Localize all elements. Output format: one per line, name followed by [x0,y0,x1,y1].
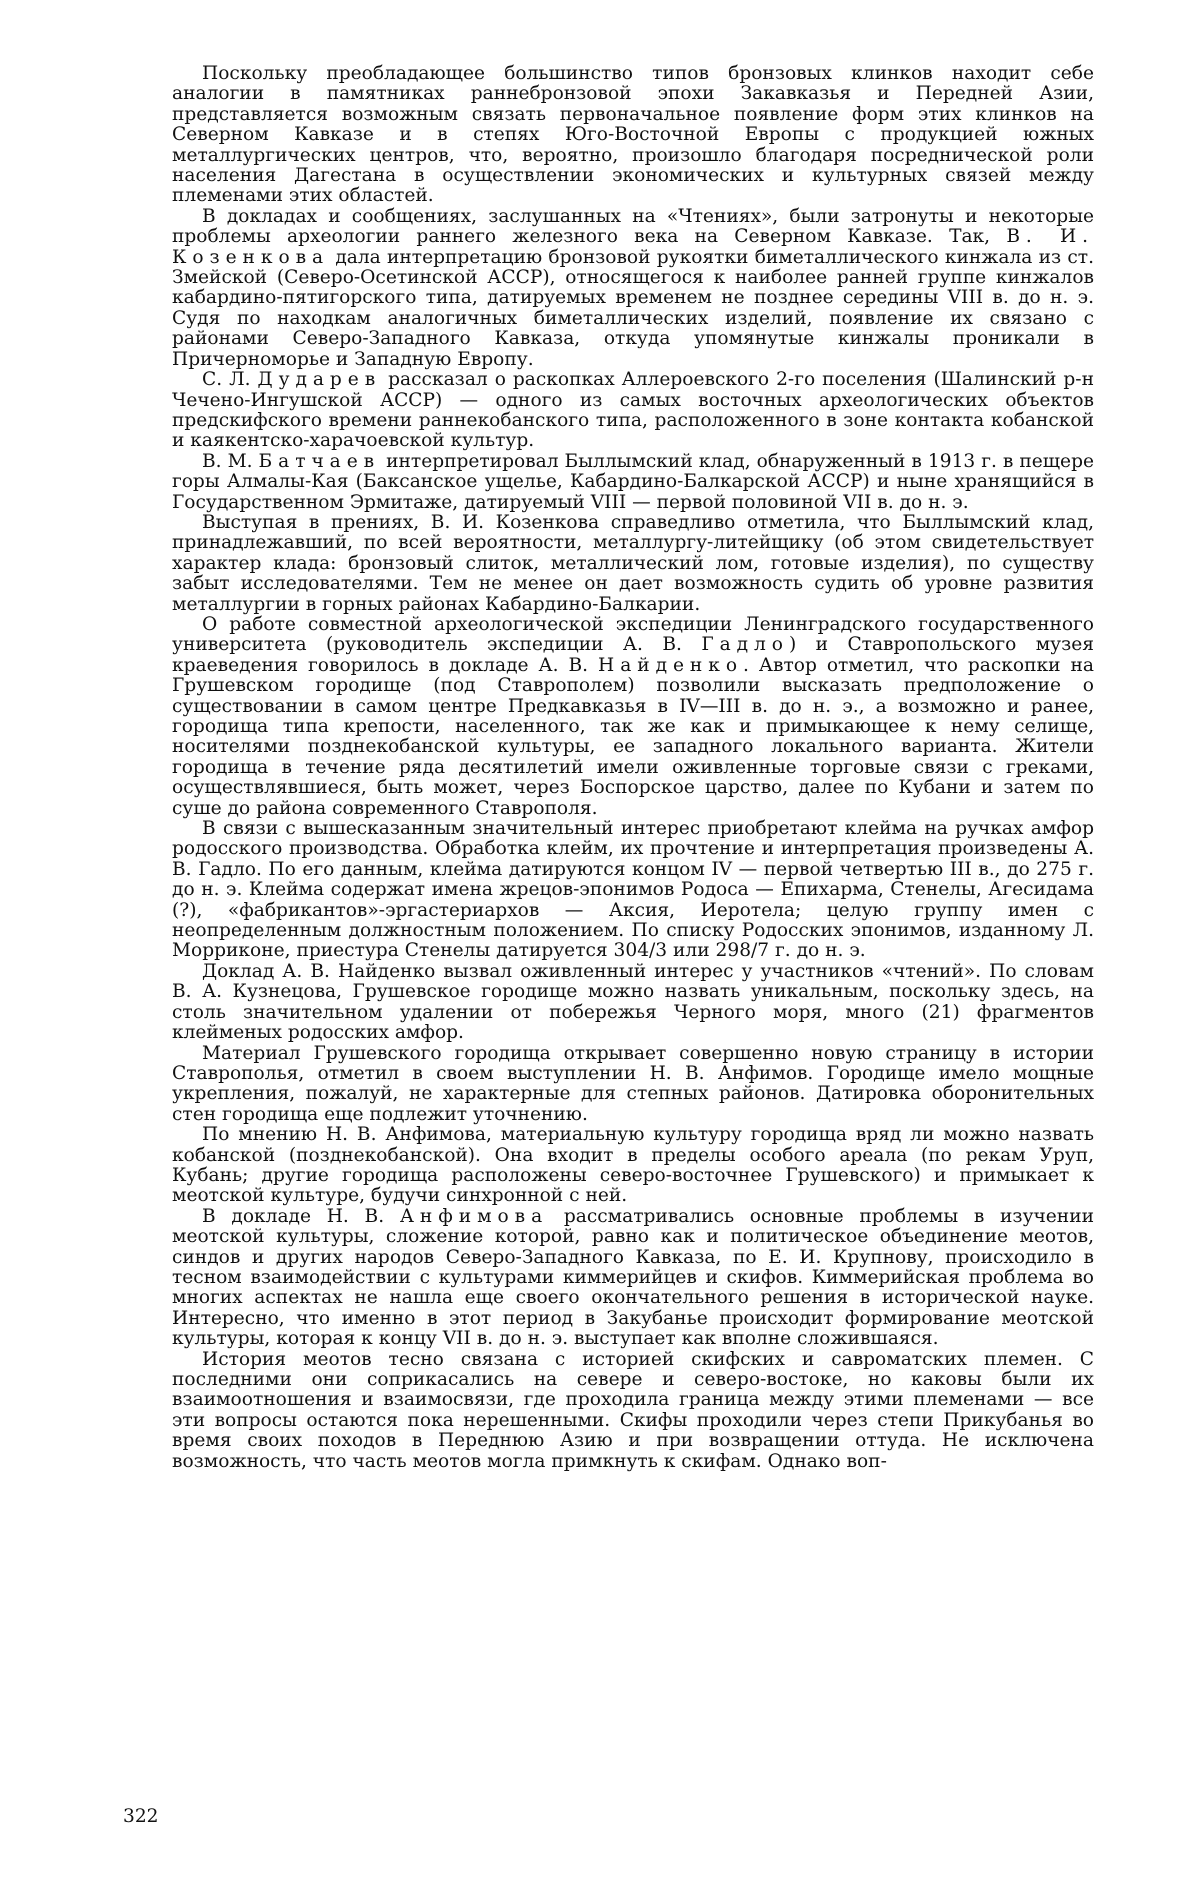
paragraph: Поскольку преобладающее большинство типов бронзовых клинков находит себе аналогии в памятниках раннебронзовой эпохи Закавказья и Передней Азии, представляется возможным связать первоначальное появление форм этих клинков на Северном Кавказе и в степях Юго-Восточной Европы с продукцией южных металлургических центров, что, вероятно, произошло благодаря посреднической роли населения Дагестана в осуществлении экономических и культурных связей между племенами этих областей. [172,63,1094,207]
paragraph: В. М. Батчаев интерпретировал Быллымский клад, обнаруженный в 1913 г. в пещере горы Алмалы-Кая (Баксанское ущелье, Кабардино-Балкарской АССР) и ныне хранящийся в Государственном Эрмитаже, датируемый VIII — первой половиной VII в. до н. э. [172,450,1094,513]
spaced-name: Гадло [701,634,789,656]
spaced-name: Анфимова [399,1205,549,1227]
paragraph: В докладе Н. В. Анфимова рассматривались основные проблемы в изучении меотской культуры, сложение которой, равно как и политическое объединение меотов, синдов и других народов Северо-Западного Кавказа, по Е. И. Крупнову, происходило в тесном взаимодействии с культурами киммерийцев и скифов. Киммерийская проблема во многих аспектах не нашла еще своего окончательного решения в исторической науке. Интересно, что именно в этот период в Закубанье происходит формирование меотской культуры, которая к концу VII в. до н. э. выступает как вполне сложившаяся. [172,1205,1094,1350]
spaced-name: Батчаев [258,450,381,472]
paragraph: Доклад А. В. Найденко вызвал оживленный интерес у участников «чтений». По словам В. А. Кузнецова, Грушевское городище можно назвать уникальным, поскольку здесь, на столь значительном удалении от побережья Черного моря, много (21) фрагментов клейменых родосских амфор. [172,960,1094,1044]
spaced-name: Дударев [257,369,382,391]
paragraph: По мнению Н. В. Анфимова, материальную культуру городища вряд ли можно назвать кобанской (позднекобанской). Она входит в пределы особого ареала (по рекам Уруп, Кубань; другие городища расположены северо-восточнее Грушевского) и примыкает к меотской культуре, будучи синхронной с ней. [172,1124,1094,1207]
paragraph: Выступая в прениях, В. И. Козенкова справедливо отметила, что Быллымский клад, принадлежавший, по всей вероятности, металлургу-литейщику (об этом свидетельствует характер клада: бронзовый слиток, металлический лом, готовые изделия), по существу забыт исследователями. Тем не менее он дает возможность судить об уровне развития металлургии в горных районах Кабардино-Балкарии. [172,511,1094,615]
paragraph: О работе совместной археологической экспедиции Ленинградского государственного университета (руководитель экспедиции А. В. Гадло) и Ставропольского музея краеведения говорилось в докладе А. В. Найденко. Автор отметил, что раскопки на Грушевском городище (под Ставрополем) позволили высказать предположение о существовании в самом центре Предкавказья в IV—III в. до н. э., а возможно и ранее, городища типа крепости, населенного, так же как и примыкающее к нему селище, носителями позднекобанской культуры, ее западного локального варианта. Жители городища в течение ряда десятилетий имели оживленные торговые связи с греками, осуществлявшиеся, быть может, через Боспорское царство, далее по Кубани и затем по суше до района современного Ставрополя. [172,613,1094,819]
page-body [172,64,1094,1472]
paragraph: В связи с вышесказанным значительный интерес приобретают клейма на ручках амфор родосского производства. Обработка клейм, их прочтение и интерпретация произведены А. В. Гадло. По его данным, клейма датируются концом IV — первой четвертью III в., до 275 г. до н. э. Клейма содержат имена жрецов-эпонимов Родоса — Епихарма, Стенелы, Агесидама (?), «фабрикантов»-эргастериархов — Аксия, Иеротела; целую группу имен с неопределенным должностным положением. По списку Родосских эпонимов, изданному Л. Морриконе, приестура Стенелы датируется 304/3 или 298/7 г. до н. э. [172,818,1094,962]
paragraph: История меотов тесно связана с историей скифских и савроматских племен. С последними они соприкасались на севере и северо-востоке, но каковы были их взаимоотношения и взаимосвязи, где проходила граница между этими племенами — все эти вопросы остаются пока нерешенными. Скифы проходили через степи Прикубанья во время своих походов в Переднюю Азию и при возвращении оттуда. Не исключена возможность, что часть меотов могла примкнуть к скифам. Однако воп- [172,1348,1094,1472]
paragraph: С. Л. Дударев рассказал о раскопках Аллероевского 2-го поселения (Шалинский р-н Чечено-Ингушской АССР) — одного из самых восточных археологических объектов предскифского времени раннекобанского типа, расположенного в зоне контакта кобанской и каякентско-харачоевской культур. [172,369,1094,452]
page-number: 322 [123,1806,159,1827]
paragraph: В докладах и сообщениях, заслушанных на «Чтениях», были затронуты и некоторые проблемы археологии раннего железного века на Северном Кавказе. Так, В. И. Козенкова дала интерпретацию бронзовой рукоятки биметаллического кинжала из ст. Змейской (Северо-Осетинской АССР), относящегося к наиболее ранней группе кинжалов кабардино-пятигорского типа, датируемых временем не позднее середины VIII в. до н. э. Судя по находкам аналогичных биметаллических изделий, появление их связано с районами Северо-Западного Кавказа, откуда упомянутые кинжалы проникали в Причерноморье и Западную Европу. [172,205,1094,370]
spaced-name: Найденко [598,654,744,676]
spaced-name: В. И. Козенкова [172,226,1094,268]
paragraph: Материал Грушевского городища открывает совершенно новую страницу в истории Ставрополья, отметил в своем выступлении Н. В. Анфимов. Городище имело мощные укрепления, пожалуй, не характерные для степных районов. Датировка оборонительных стен городища еще подлежит уточнению. [172,1042,1094,1125]
